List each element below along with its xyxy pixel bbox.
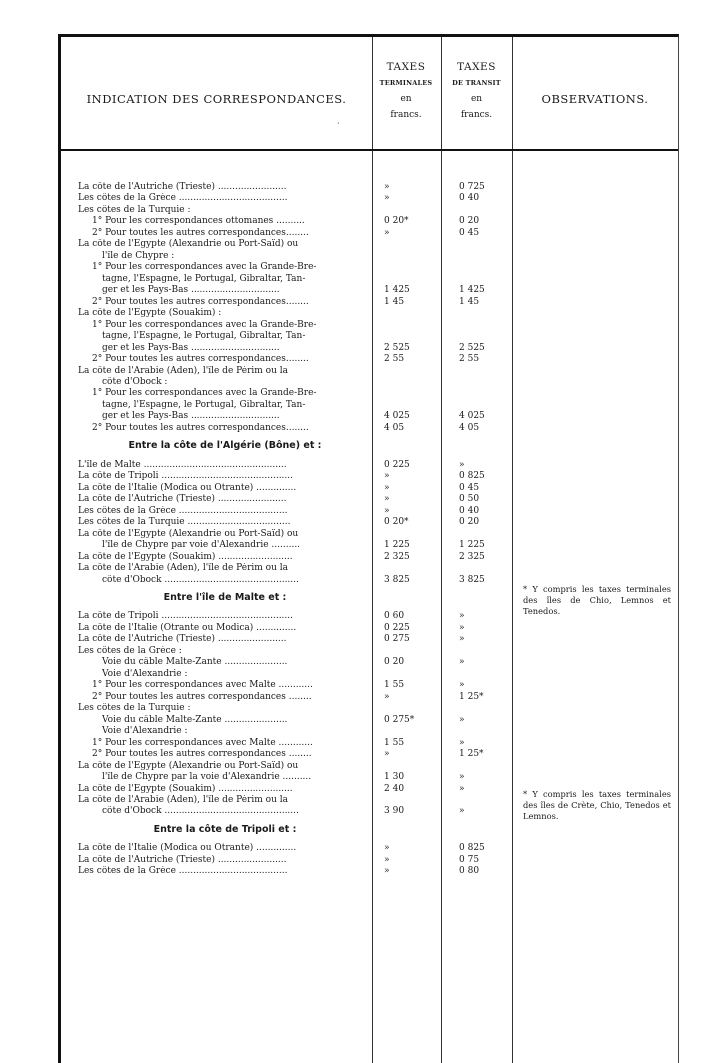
table-row — [78, 285, 518, 296]
terminal-tax: » — [384, 227, 390, 238]
row-label: l'île de Chypre : — [102, 250, 175, 261]
row-label: 1° Pour les correspondances avec la Grande-Bre- — [92, 262, 317, 273]
terminal-tax: 1 30 — [384, 772, 405, 783]
row-label: 2° Pour toutes les autres correspondances ........ — [92, 691, 312, 702]
header-rule — [61, 149, 678, 151]
table-row — [78, 575, 518, 586]
row-label: La côte de l'Arabie (Aden), l'île de Périm ou la — [78, 563, 289, 574]
transit-tax: » — [459, 680, 465, 691]
terminal-tax: 0 20 — [384, 657, 405, 668]
row-label: La côte de l'Égypte (Souakim) : — [78, 308, 222, 319]
transit-tax: 1 225 — [459, 540, 485, 551]
row-label: Voie du câble Malte-Zante ...................... — [102, 714, 288, 725]
table-row — [78, 228, 518, 239]
terminal-tax: » — [384, 482, 390, 493]
transit-tax: 0 725 — [459, 182, 485, 192]
row-label: La côte de l'Égypte (Alexandrie ou Port-Saïd) ou — [78, 528, 299, 539]
table-row — [78, 692, 518, 703]
table-row — [78, 657, 518, 668]
transit-tax: 1 45 — [459, 296, 480, 307]
terminal-tax: 0 225 — [384, 622, 410, 633]
table-row — [78, 308, 518, 319]
row-label: La côte de l'Arabie (Aden), l'île de Périm ou la — [78, 365, 289, 376]
table-row — [78, 866, 518, 877]
row-label: La côte de l'Autriche (Trieste) ........................ — [78, 494, 287, 505]
row-label: Les côtes de la Turquie : — [78, 204, 191, 215]
terminal-tax: 2 40 — [384, 783, 405, 794]
table-row — [78, 320, 518, 331]
transit-tax: 0 825 — [459, 843, 485, 854]
table-row — [78, 669, 518, 680]
terminal-tax: 0 20* — [384, 216, 409, 227]
row-label: ger et les Pays-Bas ............................... — [102, 411, 280, 422]
row-label: Voie d'Alexandrie : — [102, 668, 188, 679]
header-terminal-line: TAXES — [386, 61, 426, 73]
row-label: Voie d'Alexandrie : — [102, 726, 188, 737]
table-row — [78, 460, 518, 471]
row-label: La côte de l'Italie (Otrante ou Modica) .............. — [78, 622, 297, 633]
transit-tax: » — [459, 714, 465, 725]
terminal-tax: 1 45 — [384, 296, 405, 307]
header-observations: OBSERVATIONS. — [541, 92, 649, 106]
table-row — [78, 331, 518, 342]
terminal-tax: 1 55 — [384, 680, 405, 691]
row-label: 1° Pour les correspondances avec Malte ............ — [92, 680, 313, 691]
transit-tax: 2 325 — [459, 551, 485, 562]
row-label: côte d'Obock : — [102, 376, 168, 387]
transit-tax: 0 20 — [459, 517, 480, 528]
transit-tax: 4 025 — [459, 411, 485, 422]
terminal-tax: 4 05 — [384, 422, 405, 433]
terminal-tax: 3 90 — [384, 806, 405, 817]
table-row — [78, 634, 518, 645]
table-row — [78, 483, 518, 494]
table-row — [78, 529, 518, 540]
transit-tax: 0 50 — [459, 494, 480, 505]
row-label: 1° Pour les correspondances avec Malte ............ — [92, 737, 313, 748]
header-tick: · — [337, 119, 340, 128]
transit-tax: » — [459, 806, 465, 817]
table-row — [78, 726, 518, 737]
terminal-tax: » — [384, 471, 390, 482]
terminal-tax: 0 275* — [384, 714, 415, 725]
table-row — [78, 795, 518, 806]
transit-tax: 0 40 — [459, 193, 480, 204]
terminal-tax: » — [384, 182, 390, 192]
header-transit-line: francs. — [460, 110, 493, 120]
table-row — [78, 646, 518, 657]
row-label: La côte de Tripoli .............................................. — [78, 471, 293, 482]
table-row — [78, 354, 518, 365]
transit-tax: » — [459, 634, 465, 645]
table-row — [78, 563, 518, 574]
row-label: côte d'Obock ............................................... — [102, 806, 299, 817]
transit-tax: » — [459, 622, 465, 633]
table-row — [78, 274, 518, 285]
section-heading: Entre l'île de Malte et : — [163, 591, 287, 603]
row-label: La côte de l'Égypte (Alexandrie ou Port-Saïd) ou — [78, 760, 299, 771]
transit-tax: 0 45 — [459, 227, 480, 238]
row-label: Les côtes de la Grèce ...................................... — [78, 193, 288, 204]
terminal-tax: 0 275 — [384, 634, 410, 645]
table-row — [78, 411, 518, 422]
table-row — [78, 738, 518, 749]
observation-note: * Y compris les taxes terminales des îles de Crète, Chio, Tenedos et Lemnos. — [523, 789, 671, 821]
table-row — [78, 239, 518, 250]
row-label: 1° Pour les correspondances avec la Grande-Bre- — [92, 388, 317, 399]
terminal-tax: » — [384, 854, 390, 865]
table-row — [78, 423, 518, 434]
row-label: Les côtes de la Turquie .................................... — [78, 517, 291, 528]
row-label: 2° Pour toutes les autres correspondances........ — [92, 227, 309, 238]
table-row — [78, 623, 518, 634]
table-row — [78, 715, 518, 726]
transit-tax: 0 40 — [459, 505, 480, 516]
row-label: 2° Pour toutes les autres correspondances........ — [92, 354, 309, 365]
row-label: 2° Pour toutes les autres correspondances........ — [92, 422, 309, 433]
row-label: tagne, l'Espagne, le Portugal, Gibraltar, Tan- — [102, 399, 306, 410]
row-label: La côte de l'Autriche (Trieste) ........................ — [78, 854, 287, 865]
row-label: La côte de l'Italie (Modica ou Otrante) .............. — [78, 482, 297, 493]
table-row — [78, 216, 518, 227]
table-row — [78, 193, 518, 204]
row-label: La côte de l'Autriche (Trieste) ........................ — [78, 634, 287, 645]
row-label: l'île de Chypre par voie d'Alexandrie .......... — [102, 540, 301, 551]
terminal-tax: » — [384, 505, 390, 516]
row-label: tagne, l'Espagne, le Portugal, Gibraltar, Tan- — [102, 273, 306, 284]
table-row — [78, 297, 518, 308]
header-terminal — [372, 59, 440, 123]
header-terminal-line: TERMINALES — [379, 79, 433, 87]
terminal-tax: 1 55 — [384, 737, 405, 748]
terminal-tax: » — [384, 843, 390, 854]
transit-tax: 2 525 — [459, 342, 485, 353]
terminal-tax: 2 525 — [384, 342, 410, 353]
tariff-table — [58, 34, 679, 1063]
table-row — [78, 366, 518, 377]
row-label: Les côtes de la Turquie : — [78, 703, 191, 714]
table-row — [78, 680, 518, 691]
table-row — [78, 843, 518, 854]
transit-tax: 2 55 — [459, 354, 480, 365]
row-label: 2° Pour toutes les autres correspondances ........ — [92, 749, 312, 760]
table-row — [78, 784, 518, 795]
transit-tax: 1 25* — [459, 691, 484, 702]
row-label: Les côtes de la Grèce ...................................... — [78, 866, 288, 877]
row-label: 1° Pour les correspondances avec la Grande-Bre- — [92, 319, 317, 330]
transit-tax: 3 825 — [459, 574, 485, 585]
section-heading: Entre la côte de Tripoli et : — [153, 823, 297, 835]
terminal-tax: » — [384, 494, 390, 505]
row-label: tagne, l'Espagne, le Portugal, Gibraltar, Tan- — [102, 331, 306, 342]
transit-tax: 0 45 — [459, 482, 480, 493]
table-row — [78, 703, 518, 714]
terminal-tax: » — [384, 691, 390, 702]
table-row — [78, 855, 518, 866]
table-row — [78, 494, 518, 505]
header-transit-line: TAXES — [457, 61, 496, 73]
terminal-tax: 0 20* — [384, 517, 409, 528]
terminal-tax: 2 325 — [384, 551, 410, 562]
table-row — [78, 761, 518, 772]
table-row — [78, 749, 518, 760]
transit-tax: » — [459, 737, 465, 748]
row-label: ger et les Pays-Bas ............................... — [102, 342, 280, 353]
section-heading: Entre la côte de l'Algérie (Bône) et : — [128, 440, 322, 452]
terminal-tax: 3 825 — [384, 574, 410, 585]
header-indication: INDICATION DES CORRESPONDANCES. — [86, 92, 347, 106]
row-label: L'île de Malte .................................................. — [78, 459, 287, 470]
terminal-tax: 0 60 — [384, 611, 405, 622]
transit-tax: 4 05 — [459, 422, 480, 433]
transit-tax: » — [459, 783, 465, 794]
row-label: ger et les Pays-Bas ............................... — [102, 285, 280, 296]
table-row — [78, 182, 518, 193]
table-row — [78, 262, 518, 273]
header-transit — [441, 59, 512, 123]
row-label: côte d'Obock ............................................... — [102, 574, 299, 585]
row-label: La côte de l'Arabie (Aden), l'île de Périm ou la — [78, 794, 289, 805]
table-row — [78, 377, 518, 388]
table-row — [78, 552, 518, 563]
terminal-tax: 0 225 — [384, 459, 410, 470]
header-transit-line: en — [470, 94, 483, 104]
row-label: Voie du câble Malte-Zante ...................... — [102, 657, 288, 668]
transit-tax: » — [459, 611, 465, 622]
table-row — [78, 772, 518, 783]
table-row — [78, 506, 518, 517]
table-row — [78, 251, 518, 262]
table-row — [78, 471, 518, 482]
transit-tax: » — [459, 459, 465, 470]
transit-tax: » — [459, 657, 465, 668]
transit-tax: » — [459, 772, 465, 783]
row-label: La côte de l'Égypte (Souakim) .......................... — [78, 551, 293, 562]
transit-tax: 0 75 — [459, 854, 480, 865]
table-row — [78, 205, 518, 216]
table-row — [78, 388, 518, 399]
terminal-tax: » — [384, 193, 390, 204]
header-transit-line: DE TRANSIT — [452, 79, 501, 87]
row-label: 1° Pour les correspondances ottomanes .......... — [92, 216, 305, 227]
row-label: 2° Pour toutes les autres correspondances........ — [92, 296, 309, 307]
row-label: La côte de l'Autriche (Trieste) ........................ — [78, 182, 287, 192]
table-row — [78, 517, 518, 528]
transit-tax: 1 25* — [459, 749, 484, 760]
row-label: Les côtes de la Grèce ...................................... — [78, 505, 288, 516]
row-label: La côte de l'Égypte (Alexandrie ou Port-Saïd) ou — [78, 239, 299, 250]
transit-tax: 0 825 — [459, 471, 485, 482]
table-row — [78, 540, 518, 551]
transit-tax: 0 80 — [459, 866, 480, 877]
terminal-tax: 1 225 — [384, 540, 410, 551]
row-label: La côte de l'Italie (Modica ou Otrante) .............. — [78, 843, 297, 854]
observation-note: * Y compris les taxes terminales des îles de Chio, Lemnos et Tenedos. — [523, 584, 671, 616]
table-row — [78, 806, 518, 817]
transit-tax: 0 20 — [459, 216, 480, 227]
row-label: Les côtes de la Grèce : — [78, 645, 182, 656]
table-row — [78, 343, 518, 354]
terminal-tax: 4 025 — [384, 411, 410, 422]
header-terminal-line: en — [400, 94, 412, 104]
row-label: l'île de Chypre par la voie d'Alexandrie .......... — [102, 772, 312, 783]
terminal-tax: » — [384, 749, 390, 760]
terminal-tax: 2 55 — [384, 354, 405, 365]
table-row — [78, 400, 518, 411]
row-label: La côte de Tripoli .............................................. — [78, 611, 293, 622]
table-row — [78, 611, 518, 622]
terminal-tax: 1 425 — [384, 285, 410, 296]
header-terminal-line: francs. — [390, 110, 422, 120]
terminal-tax: » — [384, 866, 390, 877]
transit-tax: 1 425 — [459, 285, 485, 296]
row-label: La côte de l'Égypte (Souakim) .......................... — [78, 783, 293, 794]
